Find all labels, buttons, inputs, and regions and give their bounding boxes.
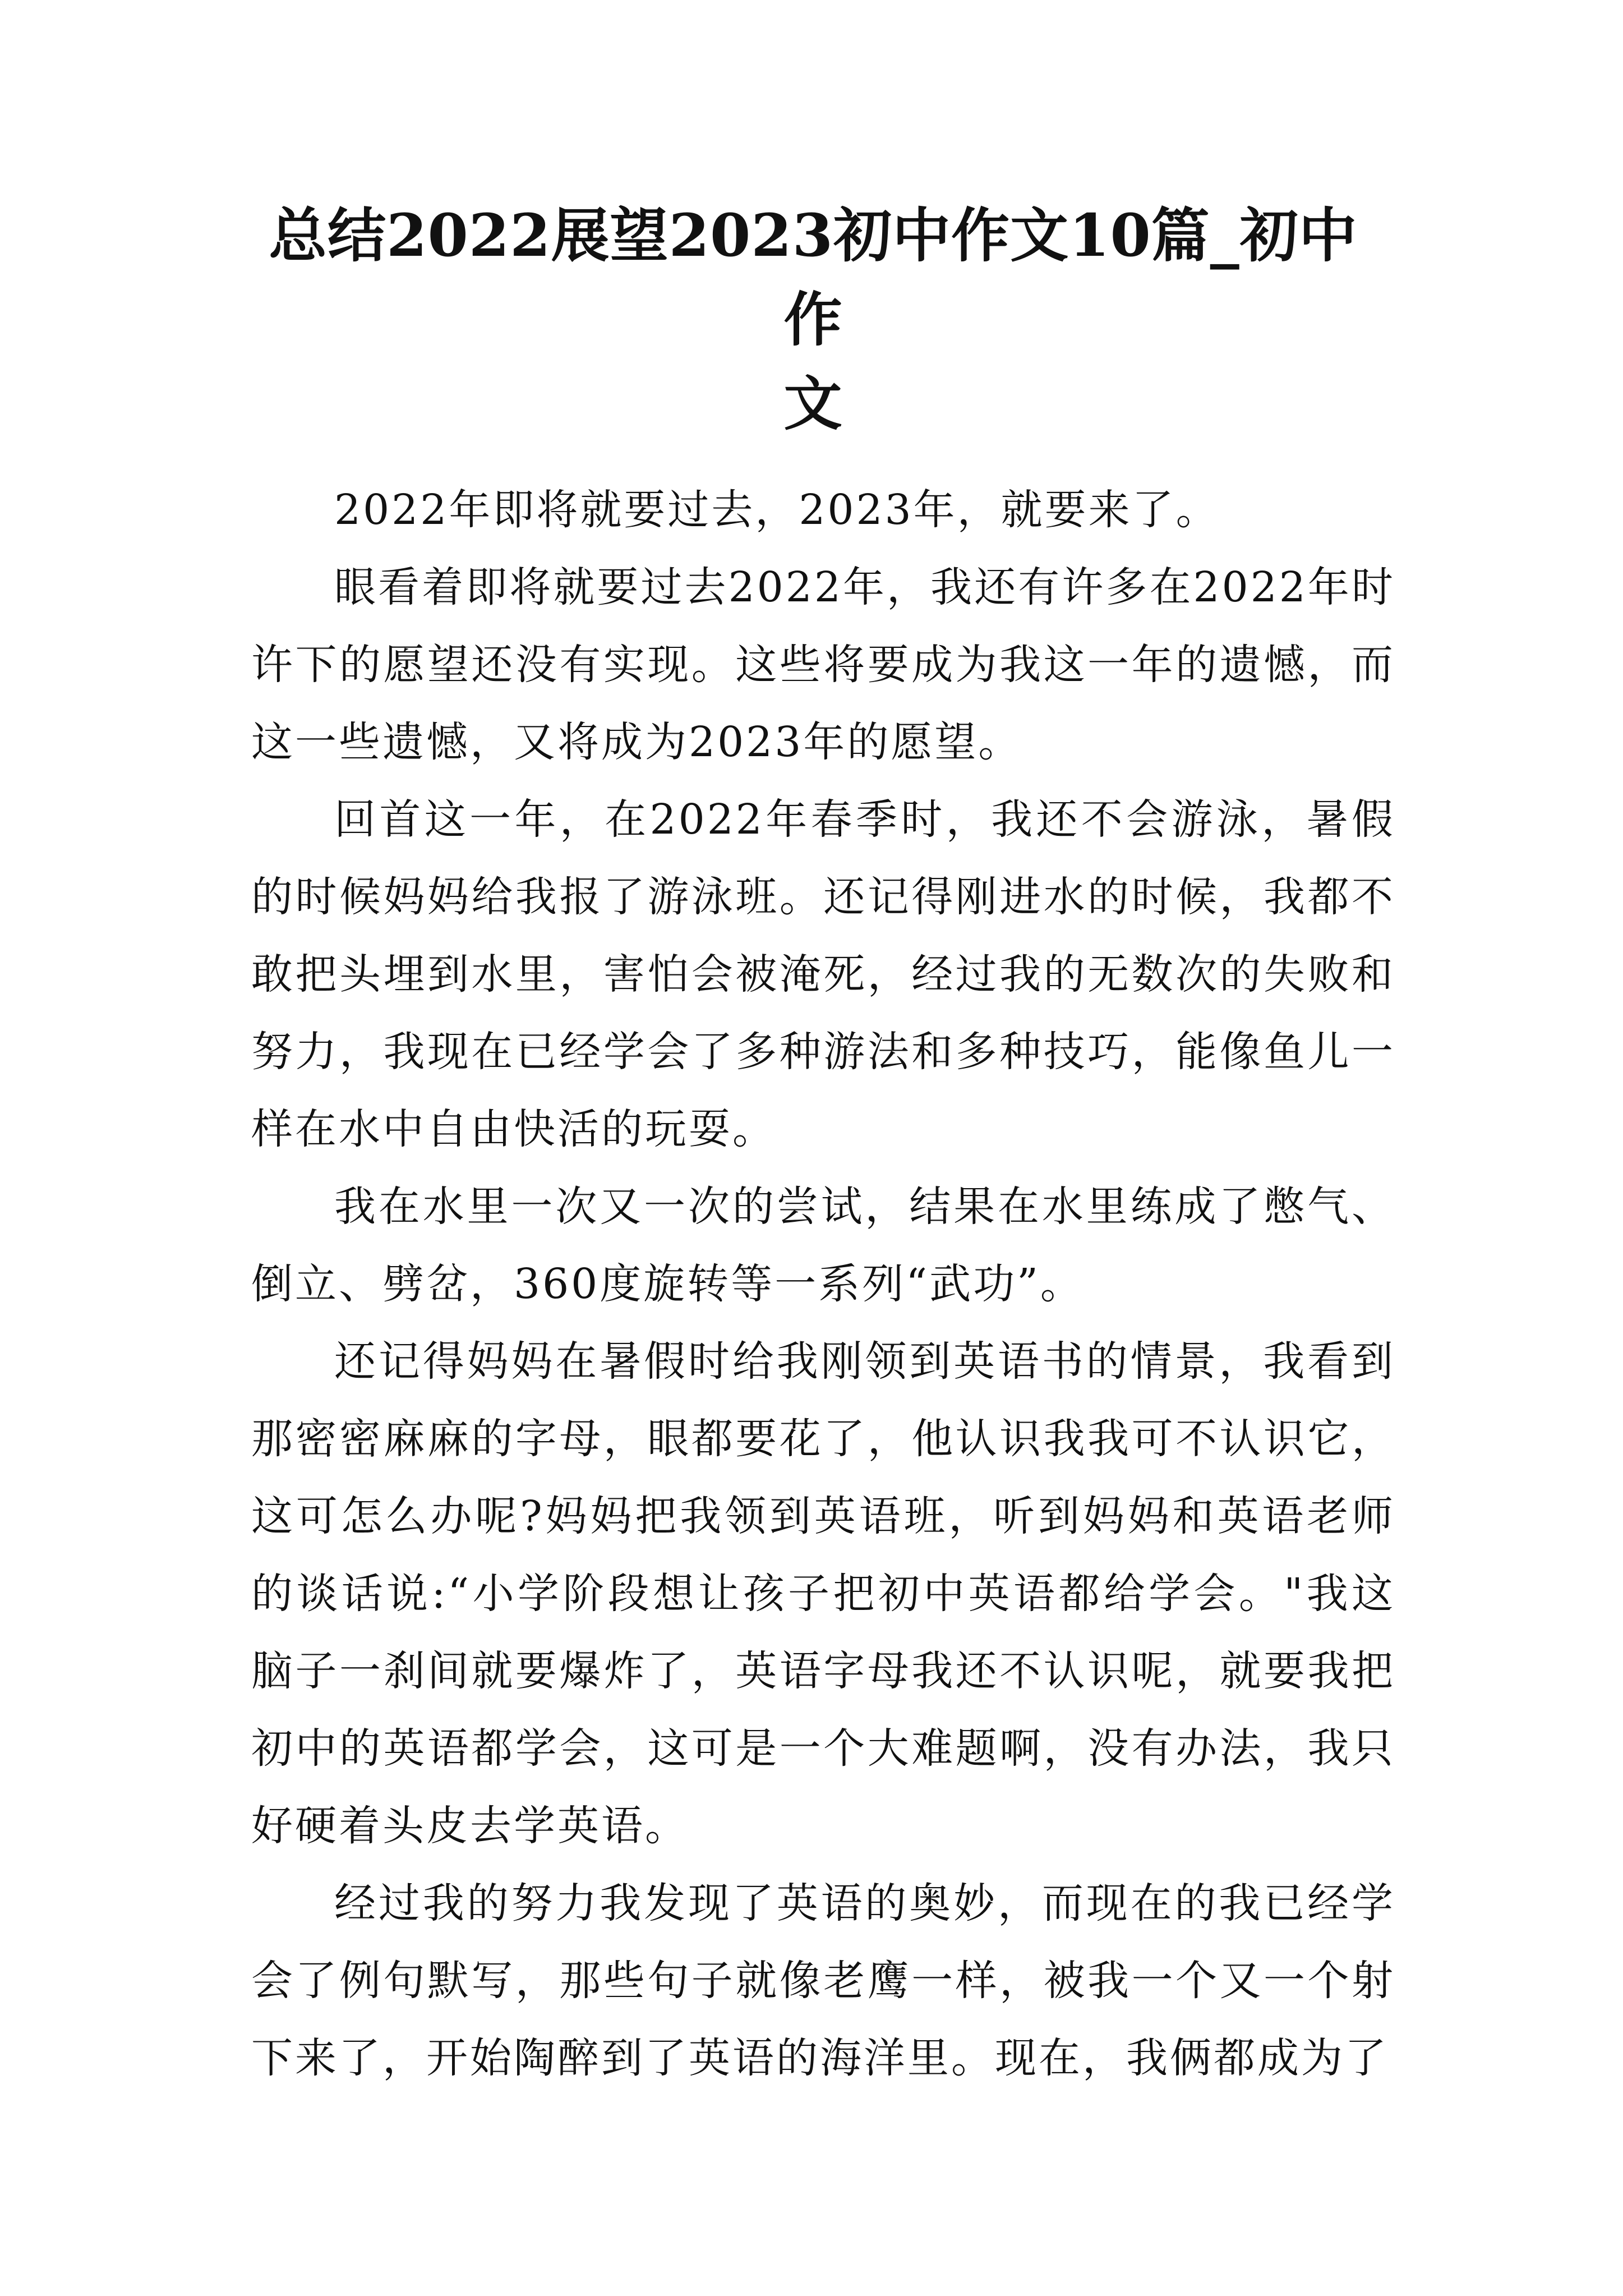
paragraph-3: 回首这一年，在2022年春季时，我还不会游泳，暑假的时候妈妈给我报了游泳班。还记得刚进水的时候，我都不敢把头埋到水里，害怕会被淹死，经过我的无数次的失败和努力，我现在已经学会了多种游法和多种技巧，能像鱼儿一样在水中自由快活的玩耍。 [251, 795, 1395, 1153]
paragraph-1: 2022年即将就要过去，2023年，就要来了。 [334, 486, 1220, 534]
document-title [247, 194, 1380, 446]
document-body [251, 471, 1395, 2097]
document-title-line-2: 文 [783, 369, 843, 438]
paragraph-5: 还记得妈妈在暑假时给我刚领到英语书的情景，我看到那密密麻麻的字母，眼都要花了，他认识我我可不认识它，这可怎么办呢?妈妈把我领到英语班，听到妈妈和英语老师的谈话说:“小学阶段想让孩子把初中英语都给学会。"我这脑子一刹间就要爆炸了，英语字母我还不认识呢，就要我把初中的英语都学会，这可是一个大难题啊，没有办法，我只好硬着头皮去学英语。 [251, 1337, 1396, 1850]
paragraph-2: 眼看着即将就要过去2022年，我还有许多在2022年时许下的愿望还没有实现。这些将要成为我这一年的遗憾，而这一些遗憾，又将成为2023年的愿望。 [251, 563, 1395, 766]
paragraph-6: 经过我的努力我发现了英语的奥妙，而现在的我已经学会了例句默写，那些句子就像老鹰一样，被我一个又一个射下来了，开始陶醉到了英语的海洋里。现在，我俩都成为了 [251, 1879, 1395, 2082]
paragraph-4: 我在水里一次又一次的尝试，结果在水里练成了憋气、倒立、劈岔，360度旋转等一系列“武功”。 [251, 1182, 1395, 1308]
document-title-line-1: 总结2022展望2023初中作文10篇_初中作 [269, 201, 1358, 354]
